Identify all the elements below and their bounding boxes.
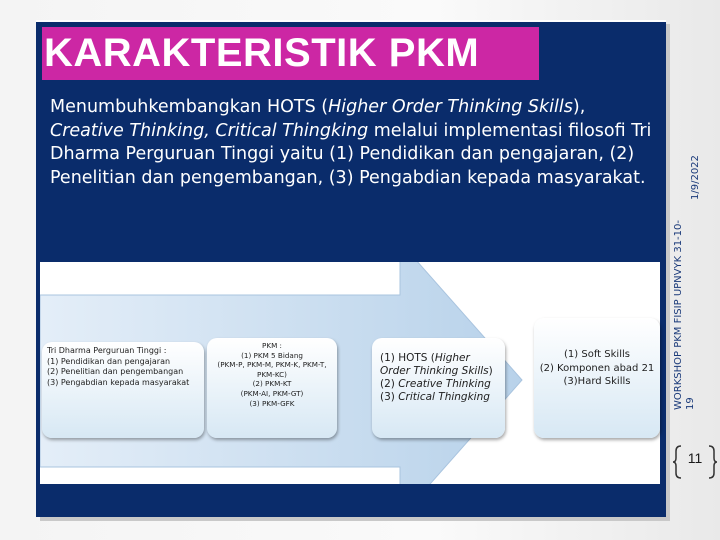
line-part: (2) xyxy=(380,378,399,390)
tri-dharma-box xyxy=(42,342,204,438)
slide-date: 1/9/2022 xyxy=(690,155,701,200)
box-line: (PKM-AI, PKM-GT) xyxy=(240,388,304,398)
slide-body-text xyxy=(50,96,655,190)
box-line: (PKM-P, PKM-M, PKM-K, PKM-T, PKM-KC) xyxy=(217,360,327,379)
line-italic: Higher Order Thinking Skills xyxy=(380,352,489,377)
line-italic: Creative Thinking xyxy=(398,378,491,390)
list-item: (3) Pengabdian kepada masyarakat xyxy=(47,377,190,387)
line-part: (3) xyxy=(380,391,399,403)
page-number-badge xyxy=(673,442,717,482)
skills-box xyxy=(534,318,660,438)
box-line xyxy=(380,352,497,378)
box-line: (2) Komponen abad 21 xyxy=(539,362,655,374)
pkm-box xyxy=(207,338,337,438)
body-text-italic: Higher Order Thinking Skills xyxy=(328,97,573,117)
panel-top-line xyxy=(36,20,666,22)
hots-box xyxy=(372,338,505,438)
slide-title: KARAKTERISTIK PKM xyxy=(44,31,480,75)
line-part: ) xyxy=(488,365,493,377)
box-line xyxy=(380,378,497,391)
list-item: (1) Pendidikan dan pengajaran xyxy=(47,356,171,366)
box-line: (1) Soft Skills xyxy=(564,349,630,360)
list-item: (2) Penelitian dan pengembangan xyxy=(47,367,184,376)
tri-dharma-diagram xyxy=(40,262,660,484)
box-line: (3)Hard Skills xyxy=(563,376,631,387)
body-text-part: Menumbuhkembangkan HOTS ( xyxy=(50,97,329,117)
body-text-part: ), xyxy=(572,97,586,117)
workshop-footer: WORKSHOP PKM FISIP UPNVYK 31-10-19 xyxy=(673,220,696,410)
box-line: PKM : xyxy=(262,341,282,350)
box-line: (3) PKM-GFK xyxy=(249,398,295,408)
box-line xyxy=(380,391,497,404)
box-heading: Tri Dharma Perguruan Tinggi : xyxy=(47,346,167,355)
line-part: (1) HOTS ( xyxy=(380,352,435,364)
line-italic: Critical Thingking xyxy=(398,391,490,403)
box-line: (2) PKM-KT xyxy=(252,379,292,389)
body-text-part: melalui implementasi filosofi Tri Dharma Perguruan Tinggi yaitu (1) Pendidikan dan pengajaran, (2) Penelitian dan pengembangan, (3) Pengabdian kepada masyarakat. xyxy=(50,120,652,188)
body-text-italic: Creative Thinking, Critical Thingking xyxy=(50,120,369,141)
box-line: (1) PKM 5 Bidang xyxy=(241,350,303,360)
page-number: 11 xyxy=(687,450,703,466)
